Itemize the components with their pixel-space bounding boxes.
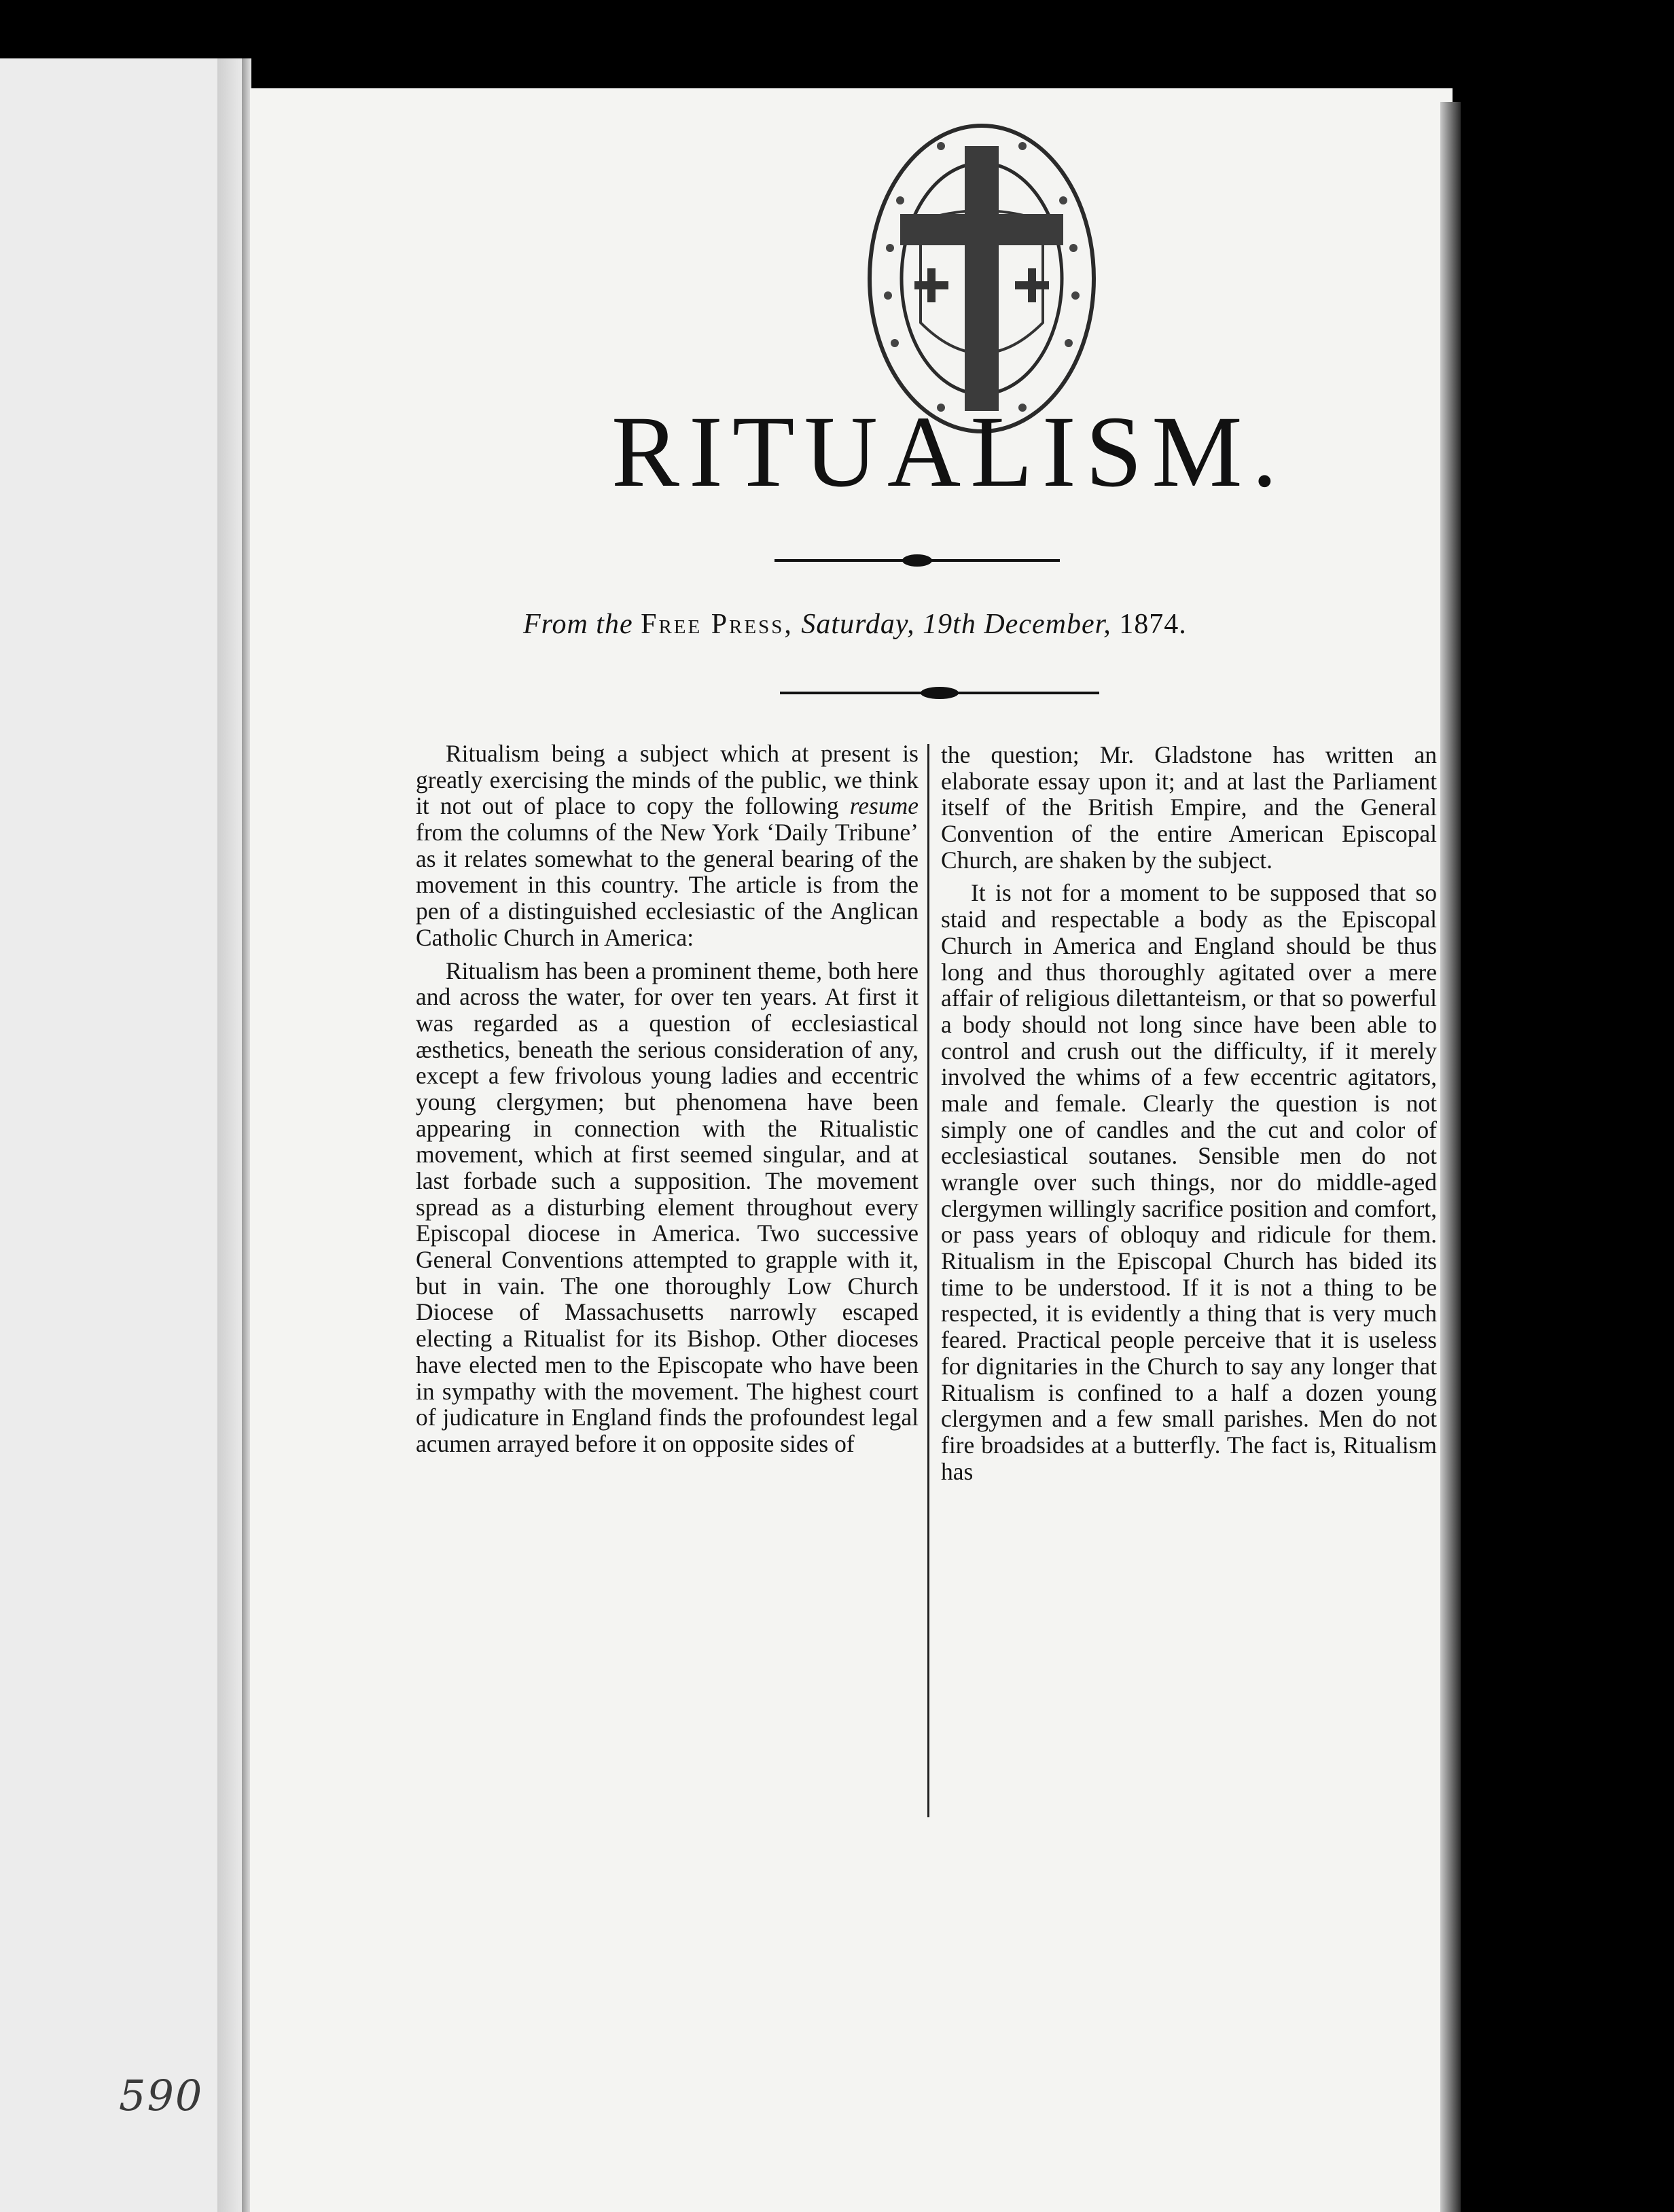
column-divider [927, 744, 929, 1817]
dateline-paper: Free Press, [641, 609, 794, 640]
cross-horizontal [900, 214, 1063, 245]
binding-edge [217, 58, 242, 2212]
italic-word: resume [849, 792, 919, 820]
seal-stamp [859, 119, 1104, 438]
paragraph: Ritualism being a subject which at present is greatly exercising the minds of the public, we think it not out of place to copy the following resume from the columns of the New York ‘Daily Tribune’ as it relates somewhat to the general bearing of the movement in this country. The article is from the pen of a distinguished ecclesiastic of the Anglican Catholic Church in America: [416, 740, 919, 951]
article-column-right [941, 742, 1437, 1491]
dateline-prefix: From the [523, 609, 633, 640]
cross-vertical [965, 146, 999, 411]
dateline-year: 1874. [1119, 609, 1187, 640]
paragraph: Ritualism has been a prominent theme, both here and across the water, for over ten years. At first it was regarded as a question of ecclesiastical æsthetics, beneath the serious consideration of any, except a few frivolous young ladies and eccentric young clergymen; but phenomena have been appearing in connection with the Ritualistic movement, which at first seemed singular, and at last forbade such a supposition. The movement spread as a disturbing element throughout every Episcopal diocese in America. Two successive General Conventions attempted to grapple with it, but in vain. The one thoroughly Low Church Diocese of Massachusetts narrowly escaped electing a Ritualist for its Bishop. Other dioceses have elected men to the Episcopate who have been in sympathy with the movement. The highest court of judicature in England finds the profoundest legal acumen arrayed before it on opposite sides of [416, 957, 919, 1457]
dateline [0, 608, 1674, 641]
archive-number: 590 [119, 2071, 204, 2120]
ornament-rule-bottom [780, 683, 1099, 703]
dateline-date: Saturday, 19th December, [801, 609, 1111, 640]
paragraph: It is not for a moment to be supposed that so staid and respectable a body as the Episcopal Church in America and England should be thus long and thus thoroughly agitated over a mere affair of religious dilettanteism, or that so powerful a body should not long since have been able to control and crush out the difficulty, if it merely involved the whims of a few eccentric agitators, male and female. Clearly the question is not simply one of candles and the cut and color of ecclesiastical soutanes. Sensible men do not wrangle over such things, nor do middle-aged clergymen willingly sacrifice position and comfort, or pass years of obloquy and ridicule for them. Ritualism in the Episcopal Church has bided its time to be understood. If it is not a thing to be respected, it is evidently a thing that is very much feared. Practical people perceive that it is useless for dignitaries in the Church to say any longer that Ritualism is confined to a half a dozen young clergymen and a few small parishes. Men do not fire broadsides at a butterfly. The fact is, Ritualism has [941, 879, 1437, 1485]
page-title: RITUALISM. [611, 395, 1287, 508]
ornament-rule-top [774, 550, 1060, 571]
paragraph: the question; Mr. Gladstone has written an elaborate essay upon it; and at last the Parliament itself of the British Empire, and the General Convention of the entire American Episcopal Church, are shaken by the subject. [941, 741, 1437, 874]
article-column-left [416, 741, 919, 1464]
facing-page [0, 58, 242, 2212]
